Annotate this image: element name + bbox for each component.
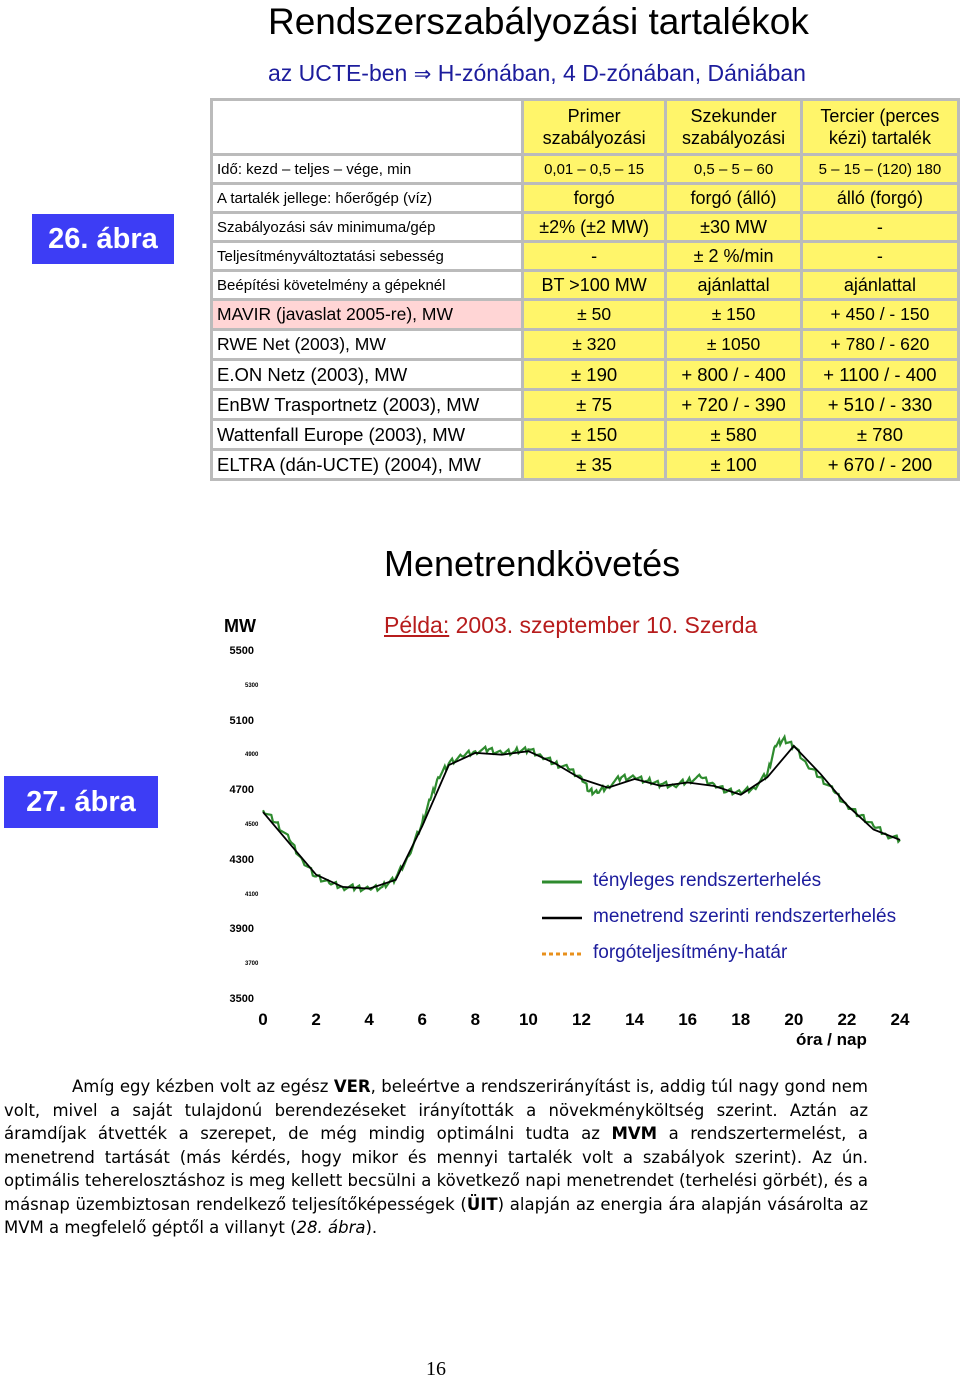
row-label: E.ON Netz (2003), MW xyxy=(213,361,521,388)
cell-tertiary: + 450 / - 150 xyxy=(803,301,957,328)
body-paragraph xyxy=(4,1075,868,1240)
cell-tertiary: álló (forgó) xyxy=(803,185,957,211)
row-label: ELTRA (dán-UCTE) (2004), MW xyxy=(213,451,521,478)
x-tick-label: 8 xyxy=(470,1010,481,1029)
cell-tertiary: - xyxy=(803,214,957,240)
row-label: A tartalék jellege: hőerőgép (víz) xyxy=(213,185,521,211)
double-arrow-icon: ⇒ xyxy=(413,62,432,86)
x-tick-label: 6 xyxy=(417,1010,427,1029)
legend-label-actual-load: tényleges rendszerterhelés xyxy=(593,870,822,891)
x-axis-label: óra / nap xyxy=(796,1030,867,1049)
x-tick-label: 2 xyxy=(311,1010,321,1029)
cell-tertiary: ajánlattal xyxy=(803,272,957,298)
cell-tertiary: + 1100 / - 400 xyxy=(803,361,957,388)
cell-tertiary: + 510 / - 330 xyxy=(803,391,957,418)
x-tick-label: 0 xyxy=(258,1010,268,1029)
cell-secondary: ± 100 xyxy=(667,451,800,478)
chart-legend-swatches xyxy=(540,868,586,968)
y-tick-label: 5500 xyxy=(229,645,254,657)
x-tick-label: 20 xyxy=(784,1010,804,1029)
y-minor-tick-label: 4900 xyxy=(245,752,259,759)
x-tick-label: 4 xyxy=(364,1010,374,1029)
paragraph-run: ). xyxy=(365,1218,378,1237)
paragraph-run: VER xyxy=(333,1077,371,1096)
row-label: Wattenfall Europe (2003), MW xyxy=(213,421,521,448)
cell-primary: ± 150 xyxy=(524,421,664,448)
y-minor-tick-label: 4500 xyxy=(245,822,259,828)
subtitle-part-b: H-zónában, 4 D-zónában, Dániában xyxy=(437,60,806,86)
x-tick-label: 22 xyxy=(837,1010,857,1029)
example-prefix: Példa: xyxy=(384,612,450,638)
x-tick-label: 14 xyxy=(625,1010,645,1029)
x-tick-label: 24 xyxy=(890,1010,910,1029)
page-number: 16 xyxy=(426,1358,446,1380)
y-tick-label: 5100 xyxy=(229,714,254,727)
legend-label-scheduled-load: menetrend szerinti rendszerterhelés xyxy=(593,906,897,927)
page-title: Rendszerszabályozási tartalékok xyxy=(268,1,809,42)
y-tick-label: 3900 xyxy=(229,923,254,936)
figure-26-label: 26. ábra xyxy=(32,214,174,264)
figure-27-label: 27. ábra xyxy=(4,776,158,828)
cell-primary: ± 75 xyxy=(524,391,664,418)
cell-secondary: + 720 / - 390 xyxy=(667,391,800,418)
y-minor-tick-label: 4100 xyxy=(245,891,259,898)
paragraph-run: ÜIT xyxy=(466,1194,498,1214)
cell-tertiary: - xyxy=(803,243,957,269)
cell-primary: ± 320 xyxy=(524,331,664,358)
cell-tertiary: ± 780 xyxy=(803,421,957,448)
x-tick-label: 16 xyxy=(678,1010,698,1029)
cell-secondary: ± 1050 xyxy=(667,331,800,358)
x-tick-label: 12 xyxy=(572,1010,591,1029)
cell-secondary: ±30 MW xyxy=(667,214,800,240)
y-tick-label: 4700 xyxy=(229,784,254,797)
cell-secondary: ± 580 xyxy=(667,421,800,448)
paragraph-run: Amíg egy kézben volt az egész xyxy=(72,1077,334,1096)
cell-primary: - xyxy=(524,243,664,269)
cell-secondary: ajánlattal xyxy=(667,272,800,298)
row-label: EnBW Trasportnetz (2003), MW xyxy=(213,391,521,418)
y-tick-label: 3500 xyxy=(229,993,254,1005)
chart-title: Menetrendkövetés xyxy=(384,543,681,584)
example-date: 2003. szeptember 10. Szerda xyxy=(449,612,758,638)
cell-secondary: + 800 / - 400 xyxy=(667,361,800,388)
cell-secondary: 0,5 – 5 – 60 xyxy=(667,156,800,182)
row-label: Teljesítményváltoztatási sebesség xyxy=(213,243,521,269)
y-tick-label: 4300 xyxy=(229,853,254,866)
row-label: Idő: kezd – teljes – vége, min xyxy=(213,156,521,182)
cell-primary: BT >100 MW xyxy=(524,272,664,298)
paragraph-run: MVM xyxy=(611,1124,658,1143)
cell-primary: ± 190 xyxy=(524,361,664,388)
cell-secondary: ± 150 xyxy=(667,301,800,328)
cell-primary: ± 50 xyxy=(524,301,664,328)
row-label: Beépítési követelmény a gépeknél xyxy=(213,272,521,298)
cell-secondary: ± 2 %/min xyxy=(667,243,800,269)
header-tertiary: Tercier (perces kézi) tartalék xyxy=(803,101,957,153)
subtitle-part-a: az UCTE-ben xyxy=(268,60,408,86)
paragraph-run: ) alapján az energia ára alapján vásárolta az MVM a megfelelő géptől a villanyt ( xyxy=(4,1194,868,1237)
x-tick-label: 18 xyxy=(731,1010,751,1029)
header-primary: Primer szabályozási xyxy=(524,101,664,153)
y-axis-unit: MW xyxy=(224,616,256,636)
y-minor-tick-label: 5300 xyxy=(245,682,259,689)
cell-tertiary: + 670 / - 200 xyxy=(803,451,957,478)
x-tick-label: 10 xyxy=(518,1010,538,1029)
paragraph-run: a rendszertermelést, a menetrend tartását (más kérdés, hogy mikor és mennyi tartalék volt a szabályok szerint). Az ún. optimális teherelosztáshoz is meg kellett becsülni a következő napi menetrendet (terhelési görbét), és a másnap üzembiztosan rendelkező teljesítőképességek ( xyxy=(4,1124,868,1214)
cell-tertiary: + 780 / - 620 xyxy=(803,331,957,358)
cell-tertiary: 5 – 15 – (120) 180 xyxy=(803,156,957,182)
legend-label-spinning-limit: forgóteljesítmény-határ xyxy=(593,942,788,963)
paragraph-run: , beleértve a rendszerirányítást is, addig túl nagy gond nem volt, mivel a saját tulajdonú berendezéseket irányították a növekményköltség szerint. Aztán az áramdíjak átvették a szerepet, de még mindig optimálni tudta az xyxy=(4,1077,869,1143)
row-label: RWE Net (2003), MW xyxy=(213,331,521,358)
row-label: MAVIR (javaslat 2005-re), MW xyxy=(213,301,521,328)
paragraph-run: 28. ábra xyxy=(296,1218,366,1237)
cell-secondary: forgó (álló) xyxy=(667,185,800,211)
header-secondary: Szekunder szabályozási xyxy=(667,101,800,153)
cell-primary: ± 35 xyxy=(524,451,664,478)
cell-primary: 0,01 – 0,5 – 15 xyxy=(524,156,664,182)
row-label: Szabályozási sáv minimuma/gép xyxy=(213,214,521,240)
cell-primary: forgó xyxy=(524,185,664,211)
cell-primary: ±2% (±2 MW) xyxy=(524,214,664,240)
y-minor-tick-label: 3700 xyxy=(245,961,259,968)
